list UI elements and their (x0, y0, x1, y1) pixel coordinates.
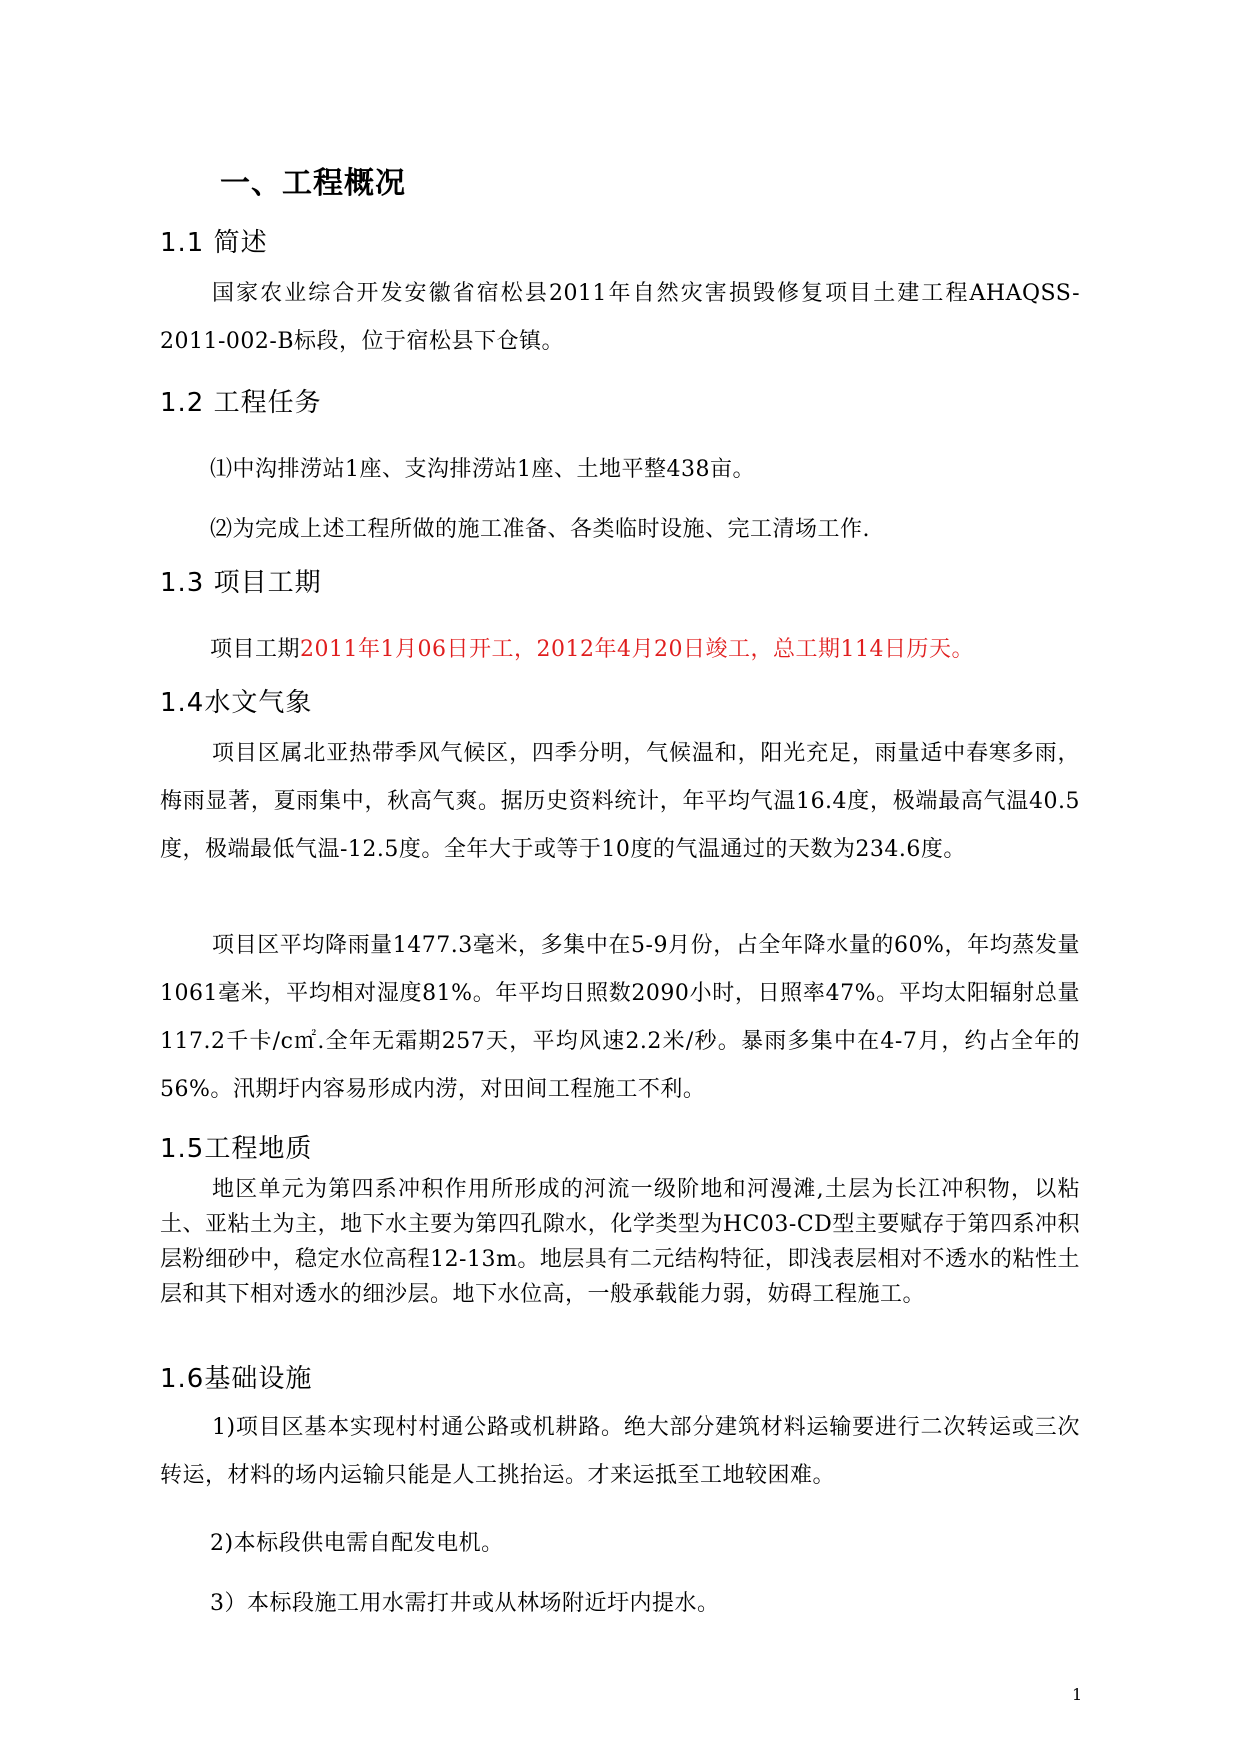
schedule-line (210, 632, 974, 663)
section-heading-1-5: 1.5工程地质 (160, 1134, 313, 1164)
climate-paragraph-2: 项目区平均降雨量1477.3毫米，多集中在5-9月份，占全年降水量的60%，年均蒸发量1061毫米，平均相对湿度81%。年平均日照数2090小时，日照率47%。平均太阳辐射总量117.2千卡/c㎡.全年无霜期257天，平均风速2.2米/秒。暴雨多集中在4-7月，约占全年的56%。汛期圩内容易形成内涝，对田间工程施工不利。 (160, 933, 1080, 1102)
page-title: 一、工程概况 (220, 166, 406, 201)
section-heading-1-2: 1.2 工程任务 (160, 388, 322, 418)
task-item-1: ⑴中沟排涝站1座、支沟排涝站1座、土地平整438亩。 (210, 457, 755, 482)
page-number: 1 (1072, 1685, 1083, 1704)
schedule-prefix: 项目工期 (210, 637, 301, 662)
section-heading-1-3: 1.3 项目工期 (160, 568, 322, 598)
infrastructure-item-2: 2)本标段供电需自配发电机。 (210, 1531, 504, 1556)
schedule-dates: 2011年1月06日开工，2012年4月20日竣工，总工期114日历天。 (300, 637, 974, 662)
section-heading-1-4: 1.4水文气象 (160, 688, 313, 718)
section-heading-1-1: 1.1 简述 (160, 228, 268, 258)
section-1-1-paragraph: 国家农业综合开发安徽省宿松县2011年自然灾害损毁修复项目土建工程AHAQSS-2011-002-B标段，位于宿松县下仓镇。 (160, 281, 1080, 354)
task-item-2: ⑵为完成上述工程所做的施工准备、各类临时设施、完工清场工作. (210, 517, 870, 542)
geology-paragraph: 地区单元为第四系冲积作用所形成的河流一级阶地和河漫滩,土层为长江冲积物，以粘土、亚粘土为主，地下水主要为第四孔隙水，化学类型为HC03-CD型主要赋存于第四系冲积层粉细砂中，稳定水位高程12-13m。地层具有二元结构特征，即浅表层相对不透水的粘性土层和其下相对透水的细沙层。地下水位高，一般承载能力弱，妨碍工程施工。 (160, 1177, 1080, 1307)
infrastructure-item-3: 3）本标段施工用水需打井或从林场附近圩内提水。 (210, 1591, 720, 1616)
infrastructure-paragraph-1: 1)项目区基本实现村村通公路或机耕路。绝大部分建筑材料运输要进行二次转运或三次转运，材料的场内运输只能是人工挑抬运。才来运抵至工地较困难。 (160, 1415, 1080, 1488)
section-heading-1-6: 1.6基础设施 (160, 1364, 313, 1394)
climate-paragraph-1: 项目区属北亚热带季风气候区，四季分明，气候温和，阳光充足，雨量适中春寒多雨，梅雨显著，夏雨集中，秋高气爽。据历史资料统计，年平均气温16.4度，极端最高气温40.5度，极端最低气温-12.5度。全年大于或等于10度的气温通过的天数为234.6度。 (160, 741, 1080, 862)
